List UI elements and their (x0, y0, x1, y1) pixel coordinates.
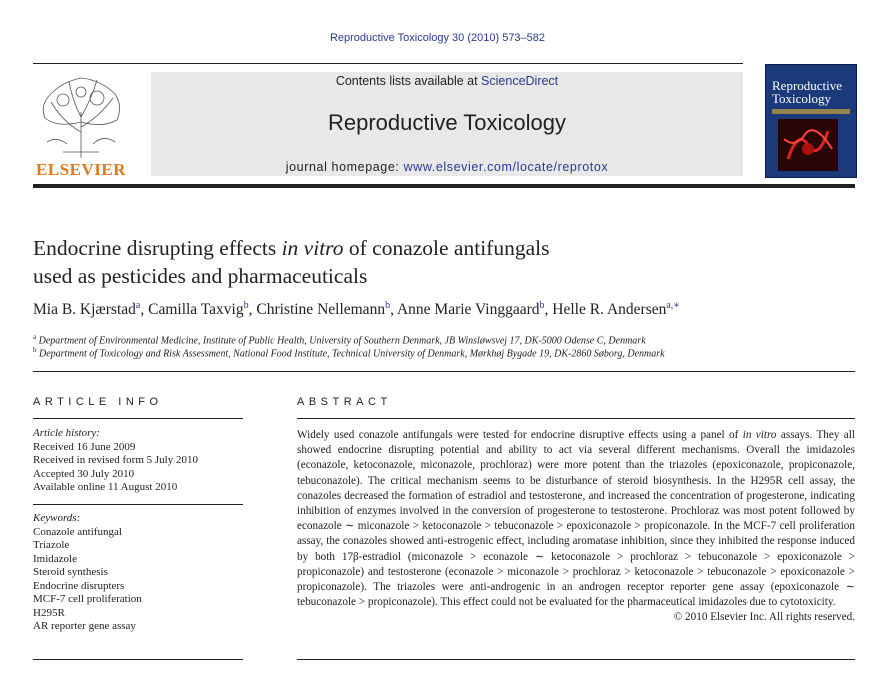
journal-title: Reproductive Toxicology (327, 110, 567, 135)
journal-homepage: journal homepage: www.elsevier.com/locate/reprotox (285, 160, 609, 174)
cover-illustration (778, 119, 838, 171)
journal-header-band (151, 72, 743, 176)
keyword: Steroid synthesis (33, 566, 108, 578)
keyword: H295R (33, 606, 65, 619)
keywords-label: Keywords: (33, 512, 81, 524)
article-history (33, 427, 243, 495)
divider-abstract-bottom (297, 659, 855, 660)
sciencedirect-link[interactable]: ScienceDirect (481, 74, 559, 88)
keyword: Endocrine disrupters (33, 579, 125, 592)
author-name[interactable]: Mia B. Kjærstad (33, 301, 136, 319)
homepage-link[interactable]: www.elsevier.com/locate/reprotox (403, 160, 609, 174)
author-affiliation-mark[interactable]: b (385, 300, 391, 311)
cover-subtitle-bar (772, 109, 850, 114)
author-name[interactable]: Anne Marie Vinggaard (396, 301, 540, 319)
history-item: Received in revised form 5 July 2010 (33, 454, 198, 466)
article-info-heading: ARTICLE INFO (33, 396, 163, 408)
affiliation-a: $^a$ Department of Environmental Medicine, Institute of Public Health, University of Southern Denmark, JB Winsløwsvej 17, DK-5000 Odense C, Denmark (33, 333, 646, 347)
history-item: Accepted 30 July 2010 (33, 467, 135, 480)
history-label: Article history: (33, 427, 100, 439)
history-item: Available online 11 August 2010 (33, 481, 178, 493)
author-name[interactable]: Camilla Taxvig (148, 301, 244, 319)
author-affiliation-mark[interactable]: b (539, 300, 545, 311)
copyright: © 2010 Elsevier Inc. All rights reserved. (673, 611, 855, 624)
author-list: Mia B. Kjærstad$^a$, Camilla Taxvig$^b$, Christine Nellemann$^b$, Anne Marie Vinggaard$^b$, Helle R. Andersen$^{a,∗}$ (33, 300, 681, 319)
divider-info-bottom (33, 659, 243, 660)
keyword: Conazole antifungal (33, 525, 122, 538)
elsevier-wordmark: ELSEVIER (36, 160, 126, 179)
divider-abstract (297, 418, 855, 419)
author-affiliation-mark[interactable]: a (135, 300, 141, 311)
article-title: Endocrine disrupting effects in vitro of conazole antifungals used as pesticides and pharmaceuticals (33, 236, 550, 288)
keywords (33, 512, 243, 634)
journal-cover-image (765, 64, 857, 178)
affiliation-b: $^b$ Department of Toxicology and Risk Assessment, National Food Institute, Technical University of Denmark, Mørkhøj Bygade 19, DK-2860 Søborg, Denmark (33, 346, 665, 360)
divider-keywords (33, 504, 243, 505)
divider-authors (33, 371, 855, 372)
author-name[interactable]: Christine Nellemann (256, 301, 386, 319)
abstract-heading: ABSTRACT (297, 396, 392, 408)
author-affiliation-mark[interactable]: a,∗ (666, 300, 681, 311)
keyword: MCF-7 cell proliferation (33, 593, 142, 605)
journal-citation[interactable]: Reproductive Toxicology 30 (2010) 573–582 (329, 32, 546, 44)
history-item: Received 16 June 2009 (33, 440, 136, 453)
contents-line: Contents lists available at ScienceDirect (335, 74, 559, 88)
elsevier-tree-icon (33, 72, 129, 160)
author-affiliation-mark[interactable]: b (243, 300, 249, 311)
author-name[interactable]: Helle R. Andersen (552, 301, 667, 319)
cover-art-icon (778, 119, 838, 171)
cover-title: Reproductive Toxicology (772, 78, 843, 106)
keyword: Imidazole (33, 552, 77, 565)
header-rule (33, 184, 855, 188)
keyword: AR reporter gene assay (33, 620, 136, 632)
elsevier-logo (33, 72, 129, 180)
divider-info (33, 418, 243, 419)
abstract-text: Widely used conazole antifungals were tested for endocrine disruptive effects using a panel of in vitro assays. They all showed endocrine disrupting potential and ability to act via several different mechanisms. Overall the imidazoles (econazole, ketoconazole, miconazole, prochloraz) were more potent than the triazoles (epoxiconazole, propiconazole, tebuconazole). The critical mechanism seems to be disturbance of steroid biosynthesis. In the H295R cell assay, the conazoles decreased the formation of estradiol and testosterone, and increased the concentration of progesterone, indicating inhibition of enzymes involved in the conversion of progesterone to testosterone. Prochloraz was most potent followed by econazole ∼ miconazole > ketoconazole > tebuconazole > epoxiconazole > propiconazole. In the MCF-7 cell proliferation assay, the conazoles showed anti-estrogenic effect, including aromatase inhibition, since they inhibited the response induced by both 17β-estradiol (miconazole > econazole ∼ ketoconazole > prochloraz > tebuconazole > epoxiconazole > propiconazole) and testosterone (econazole > miconazole > prochloraz > ketoconazole > tebuconazole > epoxiconazole > propiconazole). The triazoles were anti-androgenic in an androgen receptor reporter gene assay (epoxiconazole ∼ tebuconazole > propiconazole). This effect could not be evaluated for the pharmaceutical imidazoles due to cytotoxicity. © 2010 Elsevier Inc. All rights reserved. (297, 428, 855, 626)
keyword: Triazole (33, 539, 70, 551)
divider-top (33, 63, 743, 64)
